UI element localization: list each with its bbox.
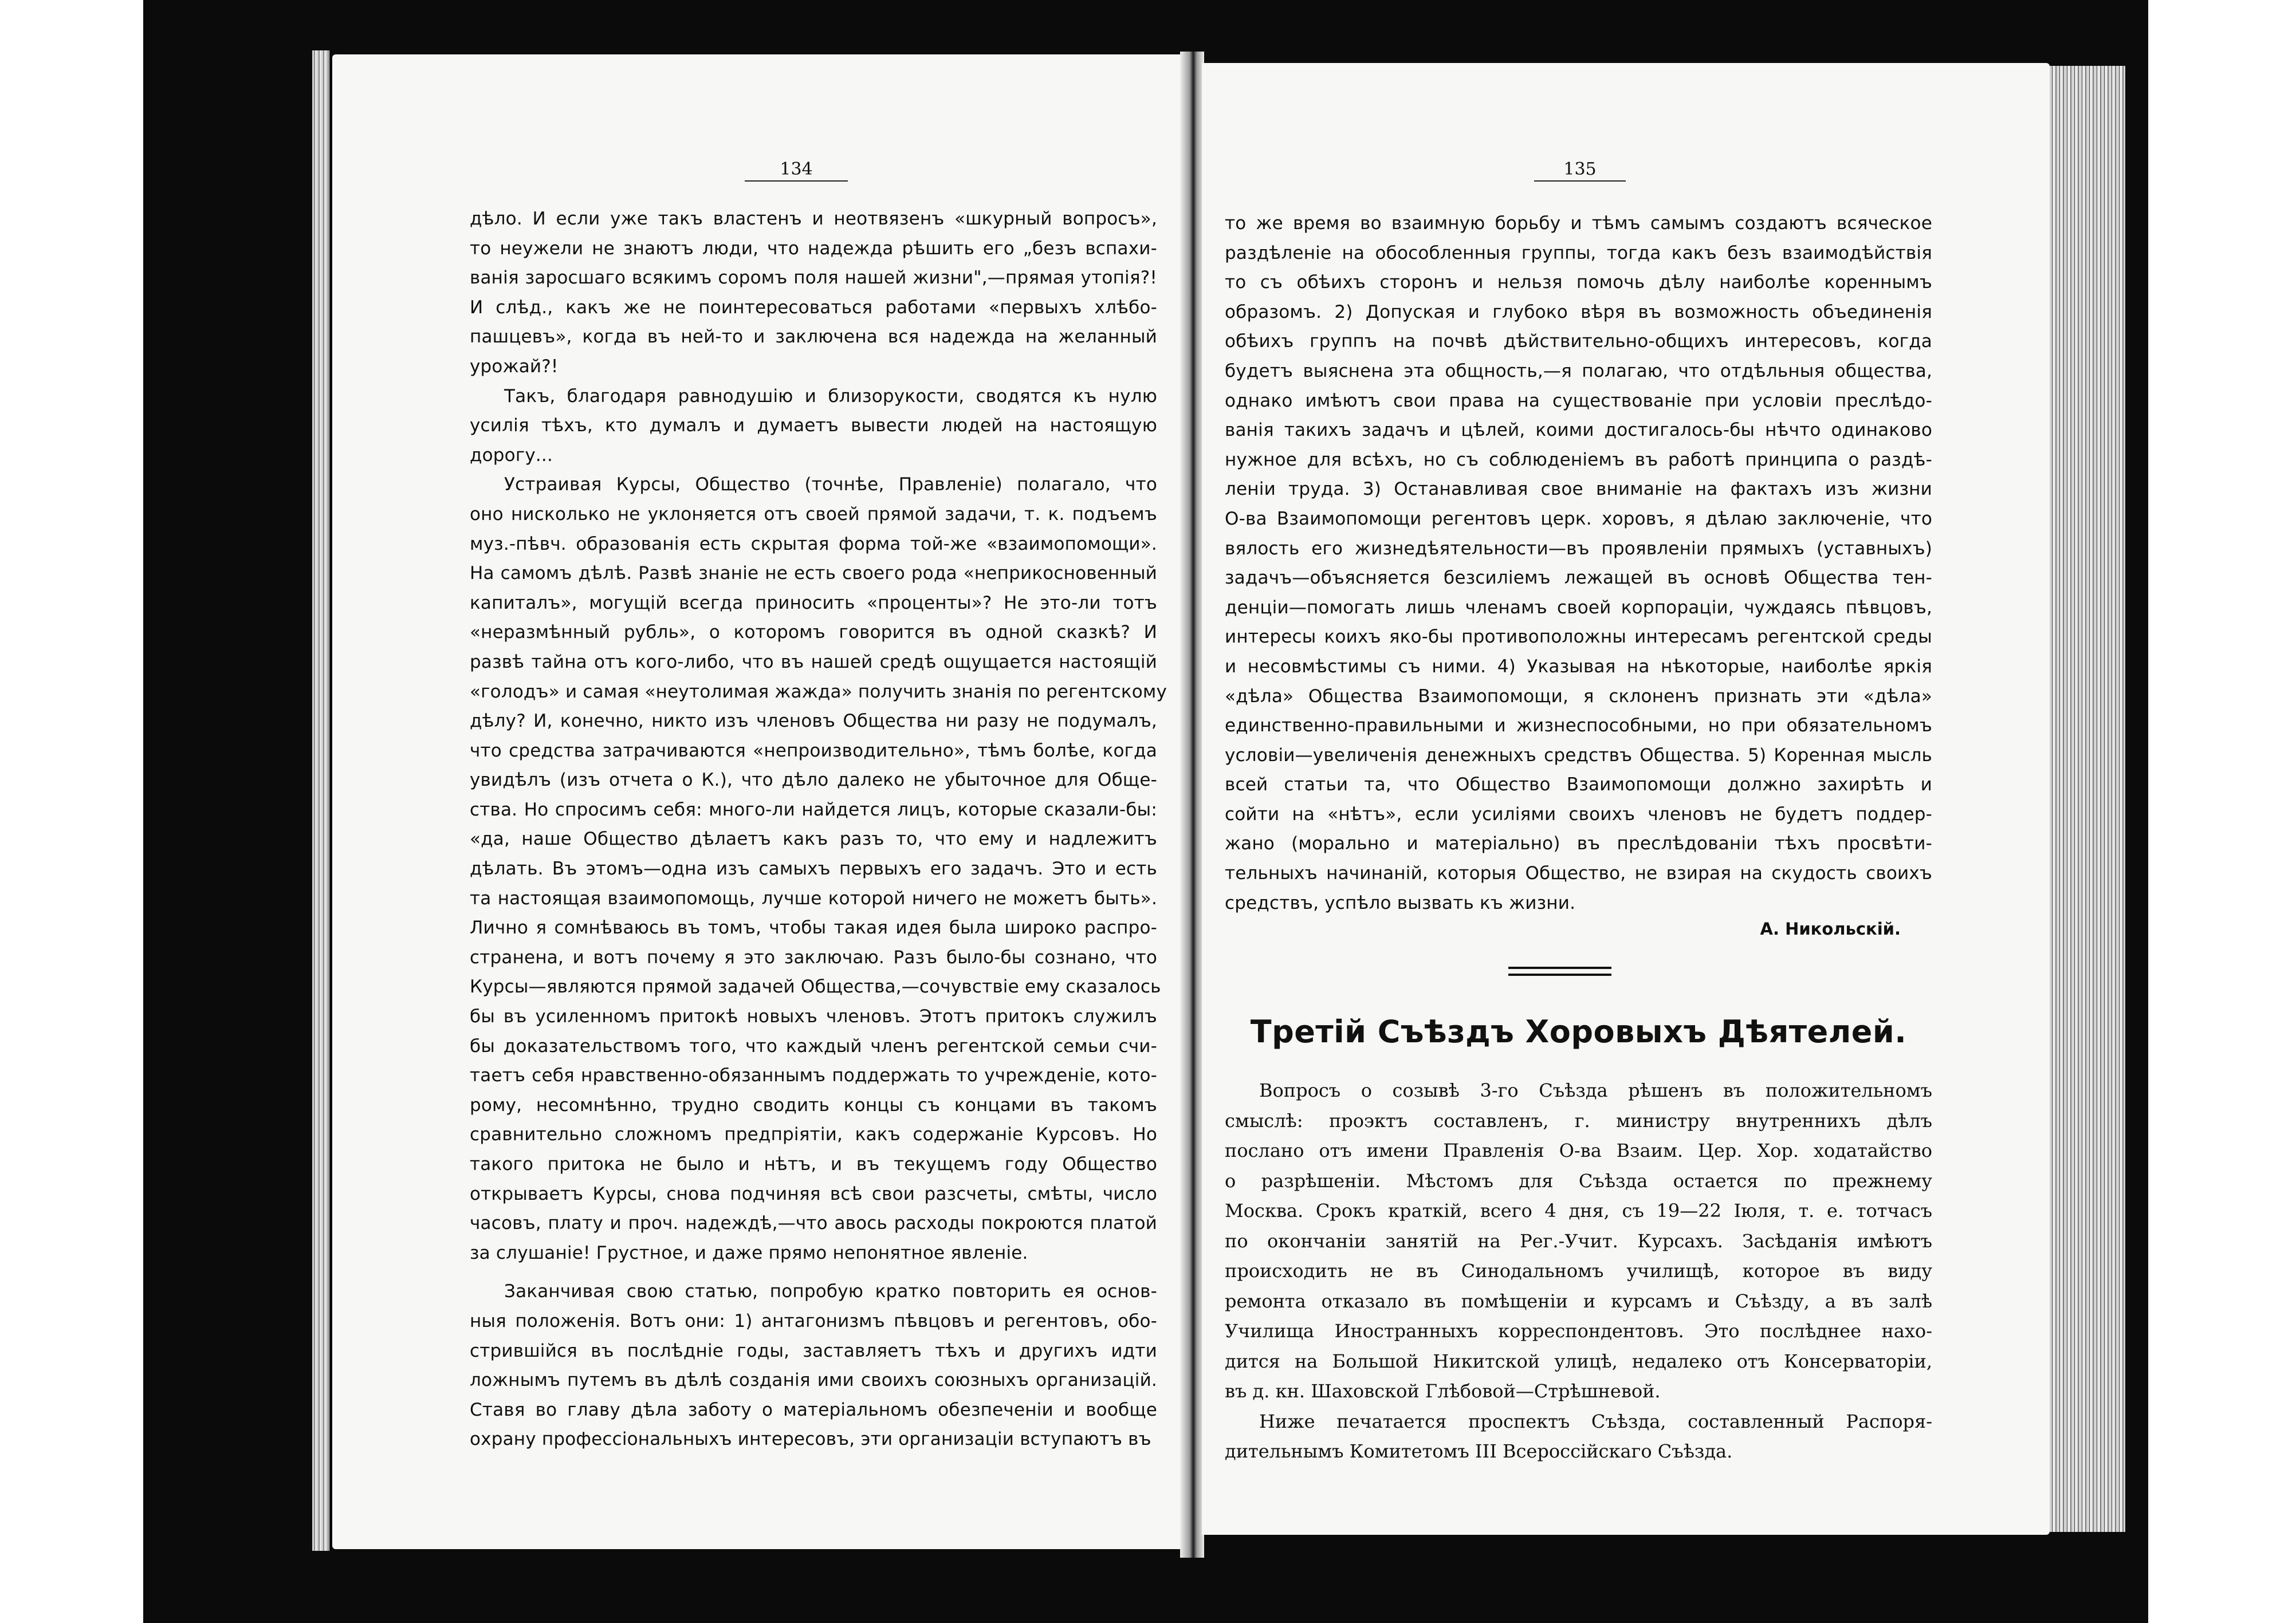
text-line: Ставя во главу дѣла заботу о матеріальномъ обезпеченіи и вообще: [470, 1399, 1157, 1420]
text-line: ванія заросшаго всякимъ соромъ поля нашей жизни",—прямая утопія?!: [470, 267, 1157, 289]
text-line: рому, несомнѣнно, трудно сводить концы съ концами въ такомъ: [470, 1094, 1157, 1116]
text-line: дорогу...: [470, 444, 553, 466]
text-line: развѣ тайна отъ кого-либо, что въ нашей средѣ ощущается настоящій: [470, 651, 1157, 672]
text-line: дится на Большой Никитской улицѣ, недалеко отъ Консерваторіи,: [1225, 1350, 1932, 1372]
text-line: пашцевъ», когда въ ней-то и заключена вся надежда на желанный: [470, 326, 1157, 348]
text-line: открываетъ Курсы, снова подчиняя всѣ свои разсчеты, смѣты, число: [470, 1183, 1157, 1204]
text-line: дѣлать. Въ этомъ—одна изъ самыхъ первыхъ его задачъ. Это и есть: [470, 858, 1157, 880]
text-line: таетъ себя нравственно-обязаннымъ поддержать то учрежденіе, кото-: [470, 1065, 1157, 1086]
left-page: [332, 54, 1183, 1549]
text-line: обѣихъ группъ на почвѣ дѣйствительно-общихъ интересовъ, когда: [1225, 331, 1932, 352]
text-line: охрану профессіональныхъ интересовъ, эти организаціи вступаютъ въ: [470, 1429, 1151, 1450]
text-line: Устраивая Курсы, Общество (точнѣе, Правленіе) полагало, что: [504, 474, 1157, 495]
text-line: средствъ, успѣло вызвать къ жизни.: [1225, 892, 1576, 913]
text-line: задачъ—объясняется безсиліемъ лежащей въ основѣ Общества тен-: [1225, 568, 1932, 589]
text-line: Курсы—являются прямой задачей Общества,—сочувствіе ему сказалось: [470, 976, 1161, 998]
text-line: что средства затрачиваются «непроизводительно», тѣмъ болѣе, когда: [470, 740, 1157, 761]
text-line: и несовмѣстимы съ ними. 4) Указывая на нѣкоторые, наиболѣе яркія: [1225, 656, 1932, 677]
text-line: дительнымъ Комитетомъ III Всероссійскаго Съѣзда.: [1225, 1440, 1733, 1462]
text-line: стрившійся въ послѣдніе годы, заставляетъ тѣхъ и другихъ идти: [470, 1340, 1157, 1361]
text-line: ремонта отказало въ помѣщеніи и курсамъ и Съѣзду, а въ залѣ: [1225, 1290, 1932, 1312]
text-line: тельныхъ начинаній, которыя Общество, не взирая на скудость своихъ: [1225, 863, 1932, 884]
text-line: будетъ выяснена эта общность,—я полагаю, что отдѣльныя общества,: [1225, 360, 1932, 381]
text-line: усилія тѣхъ, кто думалъ и думаетъ вывести людей на настоящую: [470, 415, 1157, 436]
text-line: бы доказательствомъ того, что каждый членъ регентской семьи счи-: [470, 1035, 1157, 1057]
text-line: часовъ, плату и проч. надеждѣ,—что авось расходы покроются платой: [470, 1213, 1157, 1234]
text-line: то же время во взаимную борьбу и тѣмъ самымъ создаютъ всяческое: [1225, 213, 1932, 234]
section-heading: Третій Съѣздъ Хоровыхъ Дѣятелей.: [1250, 1014, 1907, 1050]
text-line: ства. Но спросимъ себя: много-ли найдется лицъ, которые сказали-бы:: [470, 799, 1157, 820]
page-number-134: 134: [745, 159, 848, 182]
text-line: денціи—помогать лишь членамъ своей корпораціи, чуждаясь пѣвцовъ,: [1225, 597, 1932, 618]
text-line: жано (морально и матеріально) въ преслѣдованіи тѣхъ просвѣти-: [1225, 833, 1932, 854]
text-line: «голодъ» и самая «неутолимая жажда» получить знанія по регентскому: [470, 681, 1167, 702]
text-line: нужное для всѣхъ, но съ соблюденіемъ въ работѣ принципа о раздѣ-: [1225, 449, 1932, 470]
text-line: сравнительно сложномъ предпріятіи, какъ содержаніе Курсовъ. Но: [470, 1124, 1157, 1145]
text-line: «неразмѣнный рубль», о которомъ говорится въ одной сказкѣ? И: [470, 622, 1157, 643]
text-line: единственно-правильными и жизнеспособными, но при обязательномъ: [1225, 715, 1932, 736]
text-line: послано отъ имени Правленія О-ва Взаим. Цер. Хор. ходатайство: [1225, 1140, 1932, 1161]
text-line: «да, наше Общество дѣлаетъ какъ разъ то, что ему и надлежитъ: [470, 829, 1157, 850]
text-line: такого притока не было и нѣтъ, и въ текущемъ году Общество: [470, 1154, 1157, 1175]
text-line: «дѣла» Общества Взаимопомощи, я склоненъ признать эти «дѣла»: [1225, 686, 1932, 707]
book-gutter: [1180, 52, 1204, 1558]
text-line: о разрѣшеніи. Мѣстомъ для Съѣзда остается по прежнему: [1225, 1169, 1932, 1192]
left-text-column: [470, 204, 1167, 1455]
text-line: Москва. Срокъ краткій, всего 4 дня, съ 19—22 Іюля, т. е. тотчасъ: [1225, 1200, 1932, 1222]
right-page-edges: [2045, 66, 2125, 1532]
right-page: [1202, 63, 2050, 1535]
text-line: капиталъ», могущій всегда приносить «проценты»? Не это-ли тотъ: [470, 592, 1157, 613]
text-line: происходить не въ Синодальномъ училищѣ, которое въ виду: [1225, 1260, 1932, 1282]
text-line: ванія такихъ задачъ и цѣлей, коими достигалось-бы нѣчто одинаково: [1225, 420, 1932, 441]
section-divider-top: [1508, 967, 1611, 969]
text-line: раздѣленіе на обособленныя группы, тогда какъ безъ взаимодѣйствія: [1225, 242, 1932, 263]
text-line: увидѣлъ (изъ отчета о К.), что дѣло далеко не убыточное для Обще-: [470, 770, 1157, 791]
section-divider-bottom: [1508, 974, 1611, 976]
page-number-135: 135: [1534, 159, 1626, 182]
text-line: Такъ, благодаря равнодушію и близорукости, сводятся къ нулю: [504, 385, 1157, 407]
text-line: О-ва Взаимопомощи регентовъ церк. хоровъ, я дѣлаю заключеніе, что: [1225, 508, 1932, 529]
article-signature: А. Никольскій.: [1760, 919, 1901, 939]
text-line: образомъ. 2) Допуская и глубоко вѣря въ возможность объединенія: [1225, 301, 1932, 322]
text-line: въ д. кн. Шаховской Глѣбовой—Стрѣшневой.: [1225, 1380, 1661, 1402]
text-line: ныя положенія. Вотъ они: 1) антагонизмъ пѣвцовъ и регентовъ, обо-: [470, 1310, 1157, 1332]
text-line: Училища Иностранныхъ корреспондентовъ. Это послѣднее нахо-: [1225, 1320, 1932, 1342]
text-line: сойти на «нѣтъ», если усиліями своихъ членовъ не будетъ поддер-: [1225, 803, 1932, 825]
text-line: На самомъ дѣлѣ. Развѣ знаніе не есть своего рода «неприкосновенный: [470, 563, 1157, 584]
text-line: то съ обѣихъ сторонъ и нельзя помочь дѣлу наиболѣе кореннымъ: [1225, 272, 1932, 293]
text-line: урожай?!: [470, 356, 559, 377]
text-line: Заканчивая свою статью, попробую кратко повторить ея основ-: [504, 1281, 1157, 1302]
text-line: условіи—увеличенія денежныхъ средствъ Общества. 5) Коренная мысль: [1225, 744, 1932, 766]
text-line: дѣлу? И, конечно, никто изъ членовъ Общества ни разу не подумалъ,: [470, 711, 1157, 732]
text-line: смыслѣ: проэктъ составленъ, г. министру внутреннихъ дѣлъ: [1225, 1109, 1932, 1132]
text-line: бы въ усиленномъ притокѣ новыхъ членовъ. Этотъ притокъ служилъ: [470, 1006, 1157, 1027]
text-line: муз.-пѣвч. образованія есть скрытая форма той-же «взаимопомощи».: [470, 533, 1157, 554]
text-line: оно нисколько не уклоняется отъ своей прямой задачи, т. к. подъемъ: [470, 503, 1157, 525]
text-line: дѣло. И если уже такъ властенъ и неотвязенъ «шкурный вопросъ»,: [470, 208, 1157, 229]
text-line: странена, и вотъ почему я это заключаю. Разъ было-бы сознано, что: [470, 947, 1157, 968]
right-text-column: [1225, 209, 1932, 918]
text-line: ложнымъ путемъ въ дѣлѣ созданія ими своихъ союзныхъ организацій.: [470, 1370, 1157, 1391]
text-line: Лично я сомнѣваюсь въ томъ, чтобы такая идея была широко распро-: [470, 917, 1157, 939]
text-line: то неужели не знаютъ люди, что надежда рѣшить его „безъ вспахи-: [470, 238, 1157, 259]
text-line: за слушаніе! Грустное, и даже прямо непонятное явленіе.: [470, 1242, 1028, 1263]
text-line: вялость его жизнедѣятельности—въ проявленіи прямыхъ (уставныхъ): [1225, 538, 1932, 559]
left-page-edges: [312, 50, 329, 1551]
text-line: та настоящая взаимопомощь, лучше которой ничего не можетъ быть».: [470, 888, 1157, 909]
text-line: Ниже печатается проспектъ Съѣзда, составленный Распоря-: [1259, 1410, 1932, 1432]
text-line: И слѣд., какъ же не поинтересоваться работами «первыхъ хлѣбо-: [470, 297, 1157, 318]
text-line: Вопросъ о созывѣ 3-го Съѣзда рѣшенъ въ положительномъ: [1259, 1080, 1932, 1101]
congress-notice-body: [1225, 1076, 1932, 1467]
text-line: леніи труда. 3) Останавливая свое вниманіе на фактахъ изъ жизни: [1225, 479, 1932, 500]
text-line: по окончаніи занятій на Рег.-Учит. Курсахъ. Засѣданія имѣютъ: [1225, 1230, 1932, 1252]
text-line: всей статьи та, что Общество Взаимопомощи должно захирѣть и: [1225, 774, 1932, 795]
text-line: интересы коихъ яко-бы противоположны интересамъ регентской среды: [1225, 627, 1932, 648]
text-line: однако имѣютъ свои права на существованіе при условіи преслѣдо-: [1225, 390, 1932, 411]
